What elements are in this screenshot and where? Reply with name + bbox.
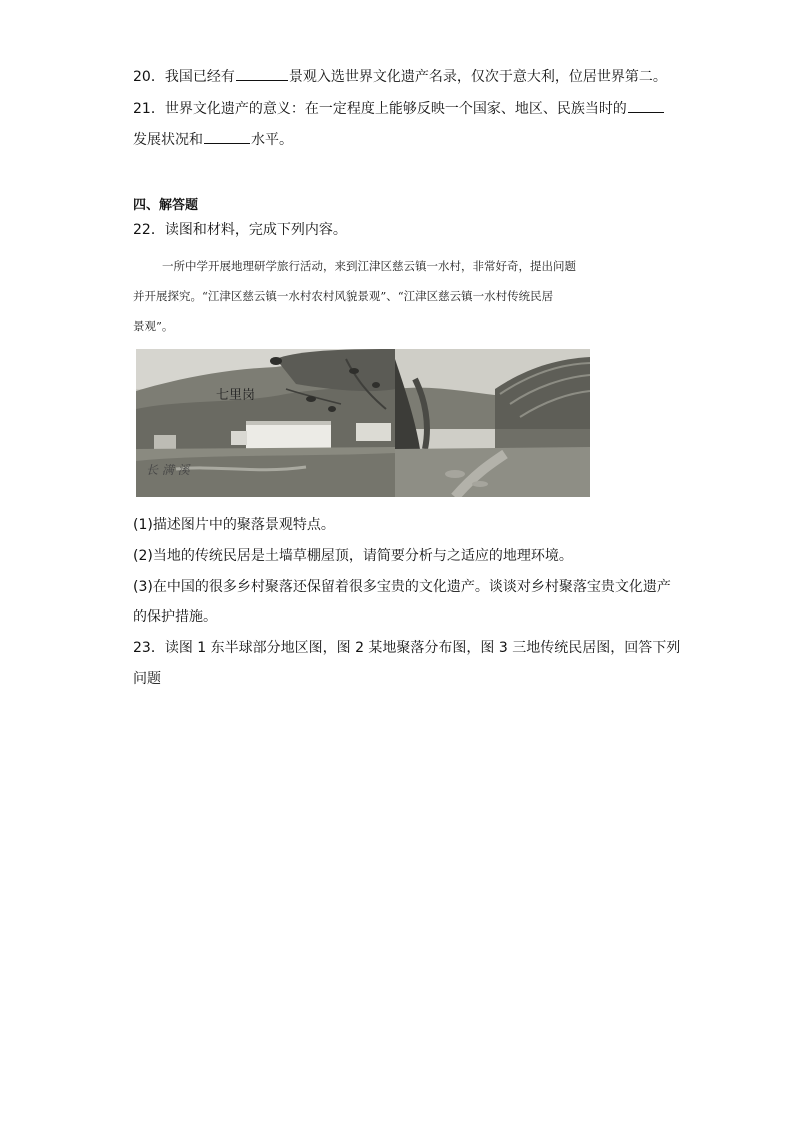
q21-text-after: 水平。 <box>251 132 293 148</box>
q20-text-after: 景观入选世界文化遗产名录，仅次于意大利，位居世界第二。 <box>288 69 667 85</box>
answer-blank <box>204 129 250 144</box>
question-21-line1 <box>133 98 665 119</box>
question-22-sub-3-line2: 的保护措施。 <box>133 609 217 625</box>
material-line-1: 一所中学开展地理研学旅行活动，来到江津区慈云镇一水村，非常好奇，提出问题 <box>162 259 576 273</box>
question-22-sub-3-line1: (3)在中国的很多乡村聚落还保留着很多宝贵的文化遗产。谈谈对乡村聚落宝贵文化遗产 <box>133 579 671 595</box>
question-22-sub-1: (1)描述图片中的聚落景观特点。 <box>133 517 335 533</box>
answer-blank <box>236 66 288 81</box>
traditional-dwelling-photo <box>395 349 590 497</box>
question-22-stem: 22．读图和材料，完成下列内容。 <box>133 222 347 238</box>
answer-blank <box>628 98 664 113</box>
photo-label-creek: 长 满 溪 <box>146 463 190 477</box>
q21-text-line1: 21．世界文化遗产的意义：在一定程度上能够反映一个国家、地区、民族当时的 <box>133 101 627 117</box>
q20-text-before: 20．我国已经有 <box>133 69 235 85</box>
question-20 <box>133 66 667 87</box>
material-line-2: 并开展探究。“江津区慈云镇一水村农村风貌景观”、“江津区慈云镇一水村传统民居 <box>133 289 554 303</box>
material-line-3: 景观”。 <box>133 319 174 333</box>
q21-text-before: 发展状况和 <box>133 132 203 148</box>
question-23-line2: 问题 <box>133 671 161 687</box>
section-title: 四、解答题 <box>133 198 199 213</box>
question-22-sub-2: (2)当地的传统民居是土墙草棚屋顶，请简要分析与之适应的地理环境。 <box>133 548 573 564</box>
question-21-line2 <box>133 129 293 150</box>
question-23-line1: 23．读图 1 东半球部分地区图，图 2 某地聚落分布图，图 3 三地传统民居图，回答下列 <box>133 640 681 656</box>
photo-label-mountain: 七里岗 <box>216 388 256 403</box>
